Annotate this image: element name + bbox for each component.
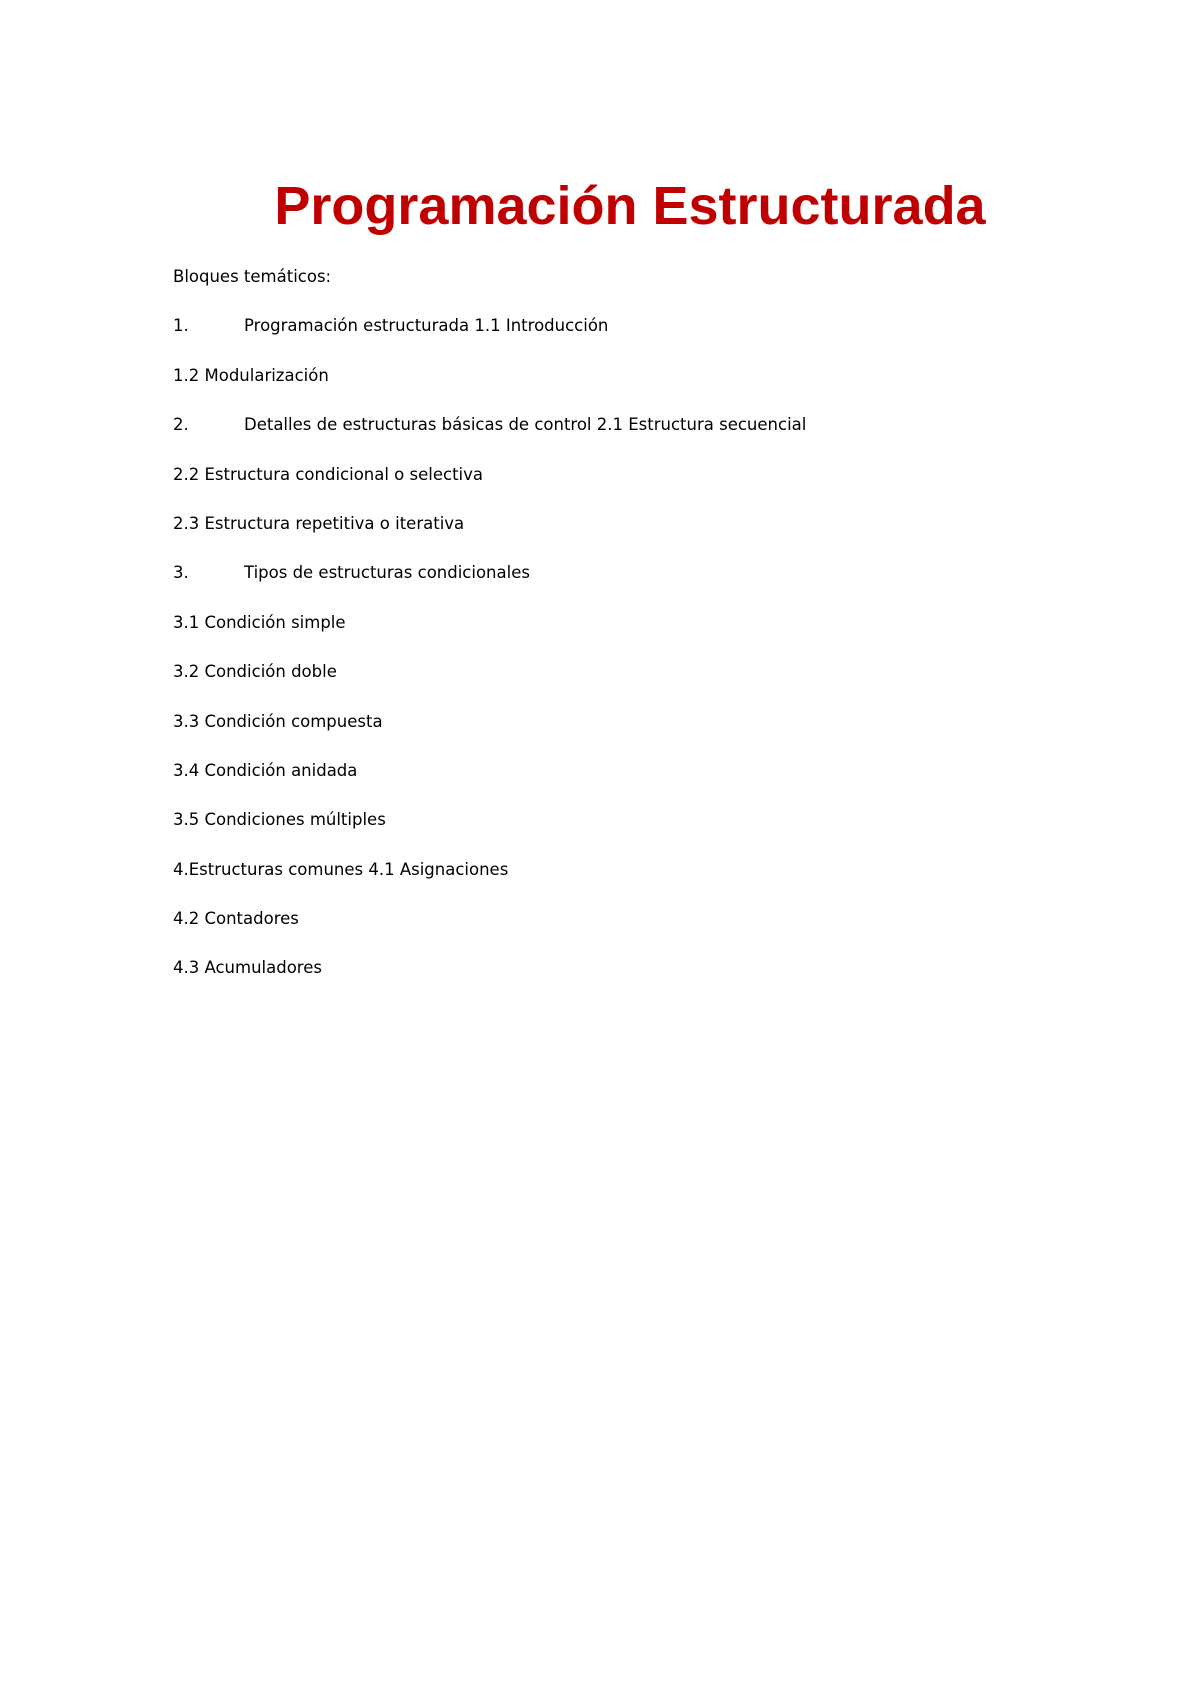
list-item — [173, 464, 1123, 513]
list-item — [173, 711, 1123, 760]
list-item — [173, 859, 1123, 908]
list-item-number: 2. — [173, 415, 189, 435]
list-item — [173, 513, 1123, 562]
document-body — [173, 266, 1123, 1007]
list-item-text: Detalles de estructuras básicas de control 2.1 Estructura secuencial — [244, 415, 807, 435]
list-item — [173, 760, 1123, 809]
list-item-text: Tipos de estructuras condicionales — [244, 563, 530, 583]
list-item-text: 4.Estructuras comunes 4.1 Asignaciones — [173, 859, 509, 879]
list-item — [173, 661, 1123, 710]
list-item — [173, 315, 1123, 364]
list-item — [173, 612, 1123, 661]
list-item — [173, 809, 1123, 858]
list-item-number: 1. — [173, 316, 189, 336]
list-item-text: 3.5 Condiciones múltiples — [173, 810, 386, 830]
list-item-text: 1.2 Modularización — [173, 365, 329, 385]
list-item — [173, 414, 1123, 463]
list-item — [173, 562, 1123, 611]
list-item-text: 3.2 Condición doble — [173, 662, 337, 682]
list-item-text: 4.2 Contadores — [173, 909, 299, 929]
list-item — [173, 365, 1123, 414]
list-item-text: 3.3 Condición compuesta — [173, 711, 383, 731]
intro-line: Bloques temáticos: — [173, 267, 332, 286]
document-title: Programación Estructurada — [274, 176, 986, 236]
list-item-text: Programación estructurada 1.1 Introducción — [244, 316, 609, 336]
list-item-text: 3.1 Condición simple — [173, 612, 346, 632]
list-item-text: 3.4 Condición anidada — [173, 760, 358, 780]
list-item — [173, 908, 1123, 957]
list-item-number: 3. — [173, 563, 189, 583]
list-item-text: 2.3 Estructura repetitiva o iterativa — [173, 513, 465, 533]
list-item-text: 2.2 Estructura condicional o selectiva — [173, 464, 484, 484]
list-item-text: 4.3 Acumuladores — [173, 958, 322, 978]
list-item — [173, 957, 1123, 1006]
